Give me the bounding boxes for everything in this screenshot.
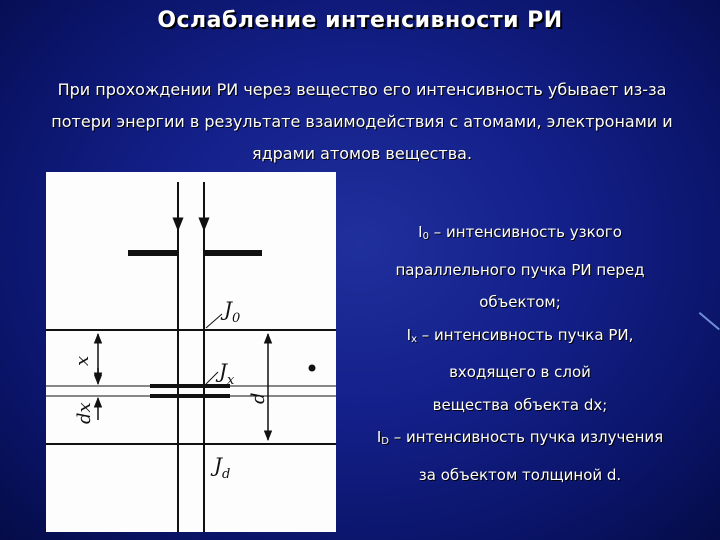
definition-line-3: объектом;	[479, 293, 561, 311]
decorative-corner-line	[699, 312, 720, 330]
jd-label: $J_d$	[214, 453, 231, 482]
diagram-svg	[46, 172, 336, 532]
collimator-right	[204, 250, 262, 256]
definition-line-6: вещества объекта dx;	[432, 395, 608, 414]
d-label: d	[248, 392, 269, 404]
definition-line-4: $I_x$ – интенсивность пучка РИ,	[406, 325, 634, 345]
intro-line-2: потери энергии в результате взаимодействия с атомами, электронами и	[51, 112, 673, 131]
attenuation-diagram	[46, 172, 336, 532]
definition-line-1: $I_0$ – интенсивность узкого	[418, 223, 622, 242]
intro-line-1: При прохождении РИ через вещество его интенсивность убывает из-за	[57, 80, 667, 99]
definition-line-7: $I_D$ – интенсивность пучка излучения	[376, 428, 664, 447]
layer-slab-bottom	[150, 394, 230, 398]
j0-pointer	[206, 314, 222, 328]
intro-text	[24, 74, 700, 170]
x-label: x	[72, 355, 93, 366]
edge-dot	[309, 365, 316, 372]
jx-pointer	[206, 372, 218, 384]
slide-title: Ослабление интенсивности РИ	[157, 8, 563, 33]
intro-line-3: ядрами атомов вещества.	[251, 144, 473, 163]
j0-label: $J_0$	[224, 297, 241, 326]
jx-label: $J_x$	[219, 359, 235, 388]
definition-line-2: параллельного пучка РИ перед	[395, 260, 645, 279]
definition-line-5: входящего в слой	[449, 363, 591, 381]
definitions-list	[340, 216, 700, 491]
definition-line-8: за объектом толщиной d.	[418, 465, 622, 484]
collimator-left	[128, 250, 178, 256]
dx-label: dx	[74, 402, 95, 424]
layer-slab-top	[150, 384, 230, 388]
